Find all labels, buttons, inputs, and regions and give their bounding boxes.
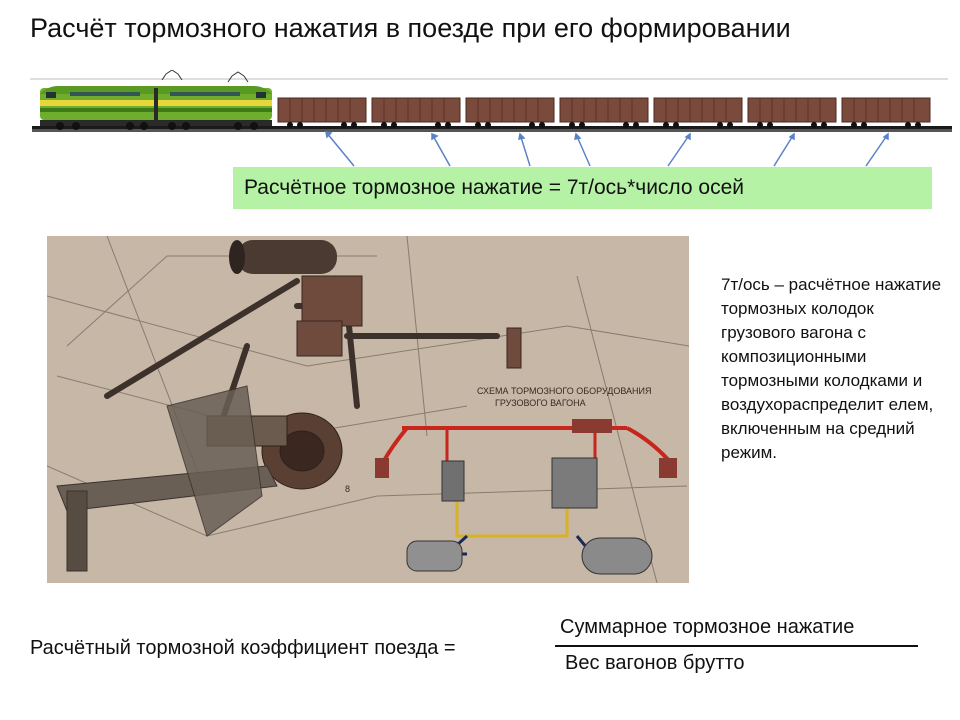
diagram-caption-line1: СХЕМА ТОРМОЗНОГО ОБОРУДОВАНИЯ — [477, 386, 652, 396]
arrow-icon — [326, 132, 888, 166]
coefficient-label: Расчётный тормозной коэффициент поезда = — [30, 637, 456, 659]
coefficient-denominator: Вес вагонов брутто — [565, 652, 745, 674]
fraction-line — [555, 645, 918, 647]
page-title: Расчёт тормозного нажатия в поезде при его формировании — [30, 13, 791, 43]
diagram-number-label: 8 — [345, 484, 351, 494]
coefficient-numerator: Суммарное тормозное нажатие — [560, 616, 855, 638]
brake-equipment-photo — [47, 236, 689, 583]
diagram-caption-line2: ГРУЗОВОГО ВАГОНА — [495, 398, 586, 408]
wagon-icon — [278, 98, 930, 128]
note-text: 7т/ось – расчётное нажатие тормозных колодок грузового вагона с композиционными тормозными колодками и воздухораспределит елем, включенным на средний режим. — [721, 275, 942, 462]
brake-pressure-formula: Расчётное тормозное нажатие = 7т/ось*число осей — [233, 167, 932, 209]
